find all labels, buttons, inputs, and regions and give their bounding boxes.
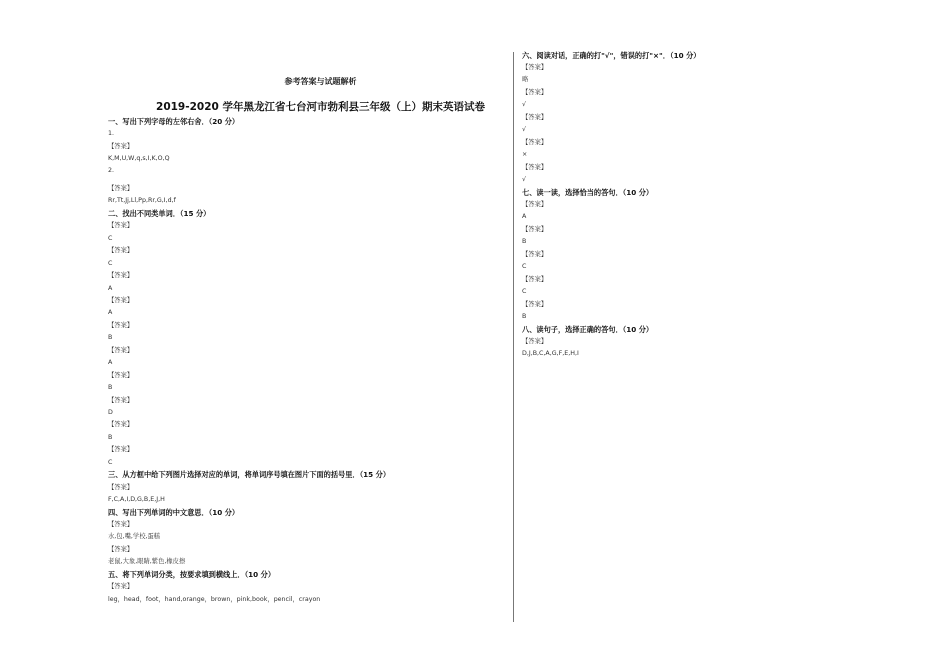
answer-tag: 【答案】	[522, 338, 548, 345]
section-3-heading: 三、从方框中给下列图片选择对应的单词，将单词序号填在图片下面的括号里．（15 分）	[108, 470, 391, 479]
answer-text: C	[522, 263, 527, 270]
section-1-heading: 一、写出下列字母的左邻右舍．（20 分）	[108, 117, 240, 126]
answer-tag: 【答案】	[522, 114, 548, 121]
answer-tag: 【答案】	[108, 272, 134, 279]
answer-text: C	[522, 288, 527, 295]
answer-tag: 【答案】	[108, 222, 134, 229]
section-2-heading: 二、找出不同类单词．（15 分）	[108, 209, 211, 218]
answer-tag: 【答案】	[108, 521, 134, 528]
answer-tag: 【答案】	[108, 397, 134, 404]
answer-tag: 【答案】	[108, 297, 134, 304]
answer-text: 水,包,嘴,学校,蛋糕	[108, 533, 161, 540]
answer-tag: 【答案】	[108, 484, 134, 491]
answer-tag: 【答案】	[108, 421, 134, 428]
answer-tag: 【答案】	[522, 164, 548, 171]
answer-text: B	[108, 434, 113, 441]
answer-text: ×	[522, 151, 528, 158]
answer-text: A	[108, 285, 113, 292]
section-5-heading: 五、将下列单词分类，按要求填到横线上．（10 分）	[108, 570, 276, 579]
answer-tag: 【答案】	[522, 201, 548, 208]
answer-text: B	[522, 238, 527, 245]
answer-text: C	[108, 235, 113, 242]
answer-text: √	[522, 101, 527, 108]
answer-text: D,J,B,C,A,G,F,E,H,I	[522, 350, 579, 357]
answer-text: √	[522, 126, 527, 133]
answer-tag: 【答案】	[522, 251, 548, 258]
answer-text: Rr,Tt,Jj,Ll,Pp,Rr,G,I,d,f	[108, 197, 176, 204]
section-4-heading: 四、写出下列单词的中文意思．（10 分）	[108, 508, 240, 517]
answer-text: B	[108, 384, 113, 391]
answer-tag: 【答案】	[108, 247, 134, 254]
answer-tag: 【答案】	[108, 546, 134, 553]
answer-text: A	[108, 309, 113, 316]
section-7-heading: 七、读一读，选择恰当的答句．（10 分）	[522, 188, 654, 197]
answer-tag: 【答案】	[522, 64, 548, 71]
answer-tag: 【答案】	[108, 372, 134, 379]
answer-text: A	[522, 213, 527, 220]
answer-text: C	[108, 260, 113, 267]
column-divider	[513, 52, 514, 622]
answer-text: leg，head，foot，hand,orange，brown，pink,book，pencil，crayon	[108, 596, 321, 603]
exam-title: 2019-2020 学年黑龙江省七台河市勃利县三年级（上）期末英语试卷	[156, 101, 485, 113]
answer-tag: 【答案】	[108, 322, 134, 329]
answer-tag: 【答案】	[522, 226, 548, 233]
page-title: 参考答案与试题解析	[284, 77, 357, 86]
answer-tag: 【答案】	[522, 139, 548, 146]
question-number: 2.	[108, 167, 115, 174]
section-6-heading: 六、阅读对话，正确的打"√"，错误的打"×"．（10 分）	[522, 51, 701, 60]
answer-tag: 【答案】	[522, 301, 548, 308]
answer-tag: 【答案】	[522, 89, 548, 96]
answer-text: C	[108, 459, 113, 466]
answer-tag: 【答案】	[108, 185, 134, 192]
answer-text: F,C,A,I,D,G,B,E,J,H	[108, 496, 165, 503]
answer-text: K,M,U,W,q,s,I,K,O,Q	[108, 155, 170, 162]
answer-tag: 【答案】	[108, 446, 134, 453]
answer-text: B	[108, 334, 113, 341]
answer-text: B	[522, 313, 527, 320]
answer-tag: 【答案】	[108, 143, 134, 150]
answer-text: D	[108, 409, 113, 416]
answer-text: 老鼠,大象,眼睛,紫色,橡皮擦	[108, 558, 186, 565]
answer-text: 略	[522, 76, 529, 83]
answer-tag: 【答案】	[522, 276, 548, 283]
answer-text: √	[522, 176, 527, 183]
answer-text: A	[108, 359, 113, 366]
answer-tag: 【答案】	[108, 583, 134, 590]
answer-tag: 【答案】	[108, 347, 134, 354]
section-8-heading: 八、读句子，选择正确的答句．（10 分）	[522, 325, 654, 334]
question-number: 1.	[108, 130, 115, 137]
